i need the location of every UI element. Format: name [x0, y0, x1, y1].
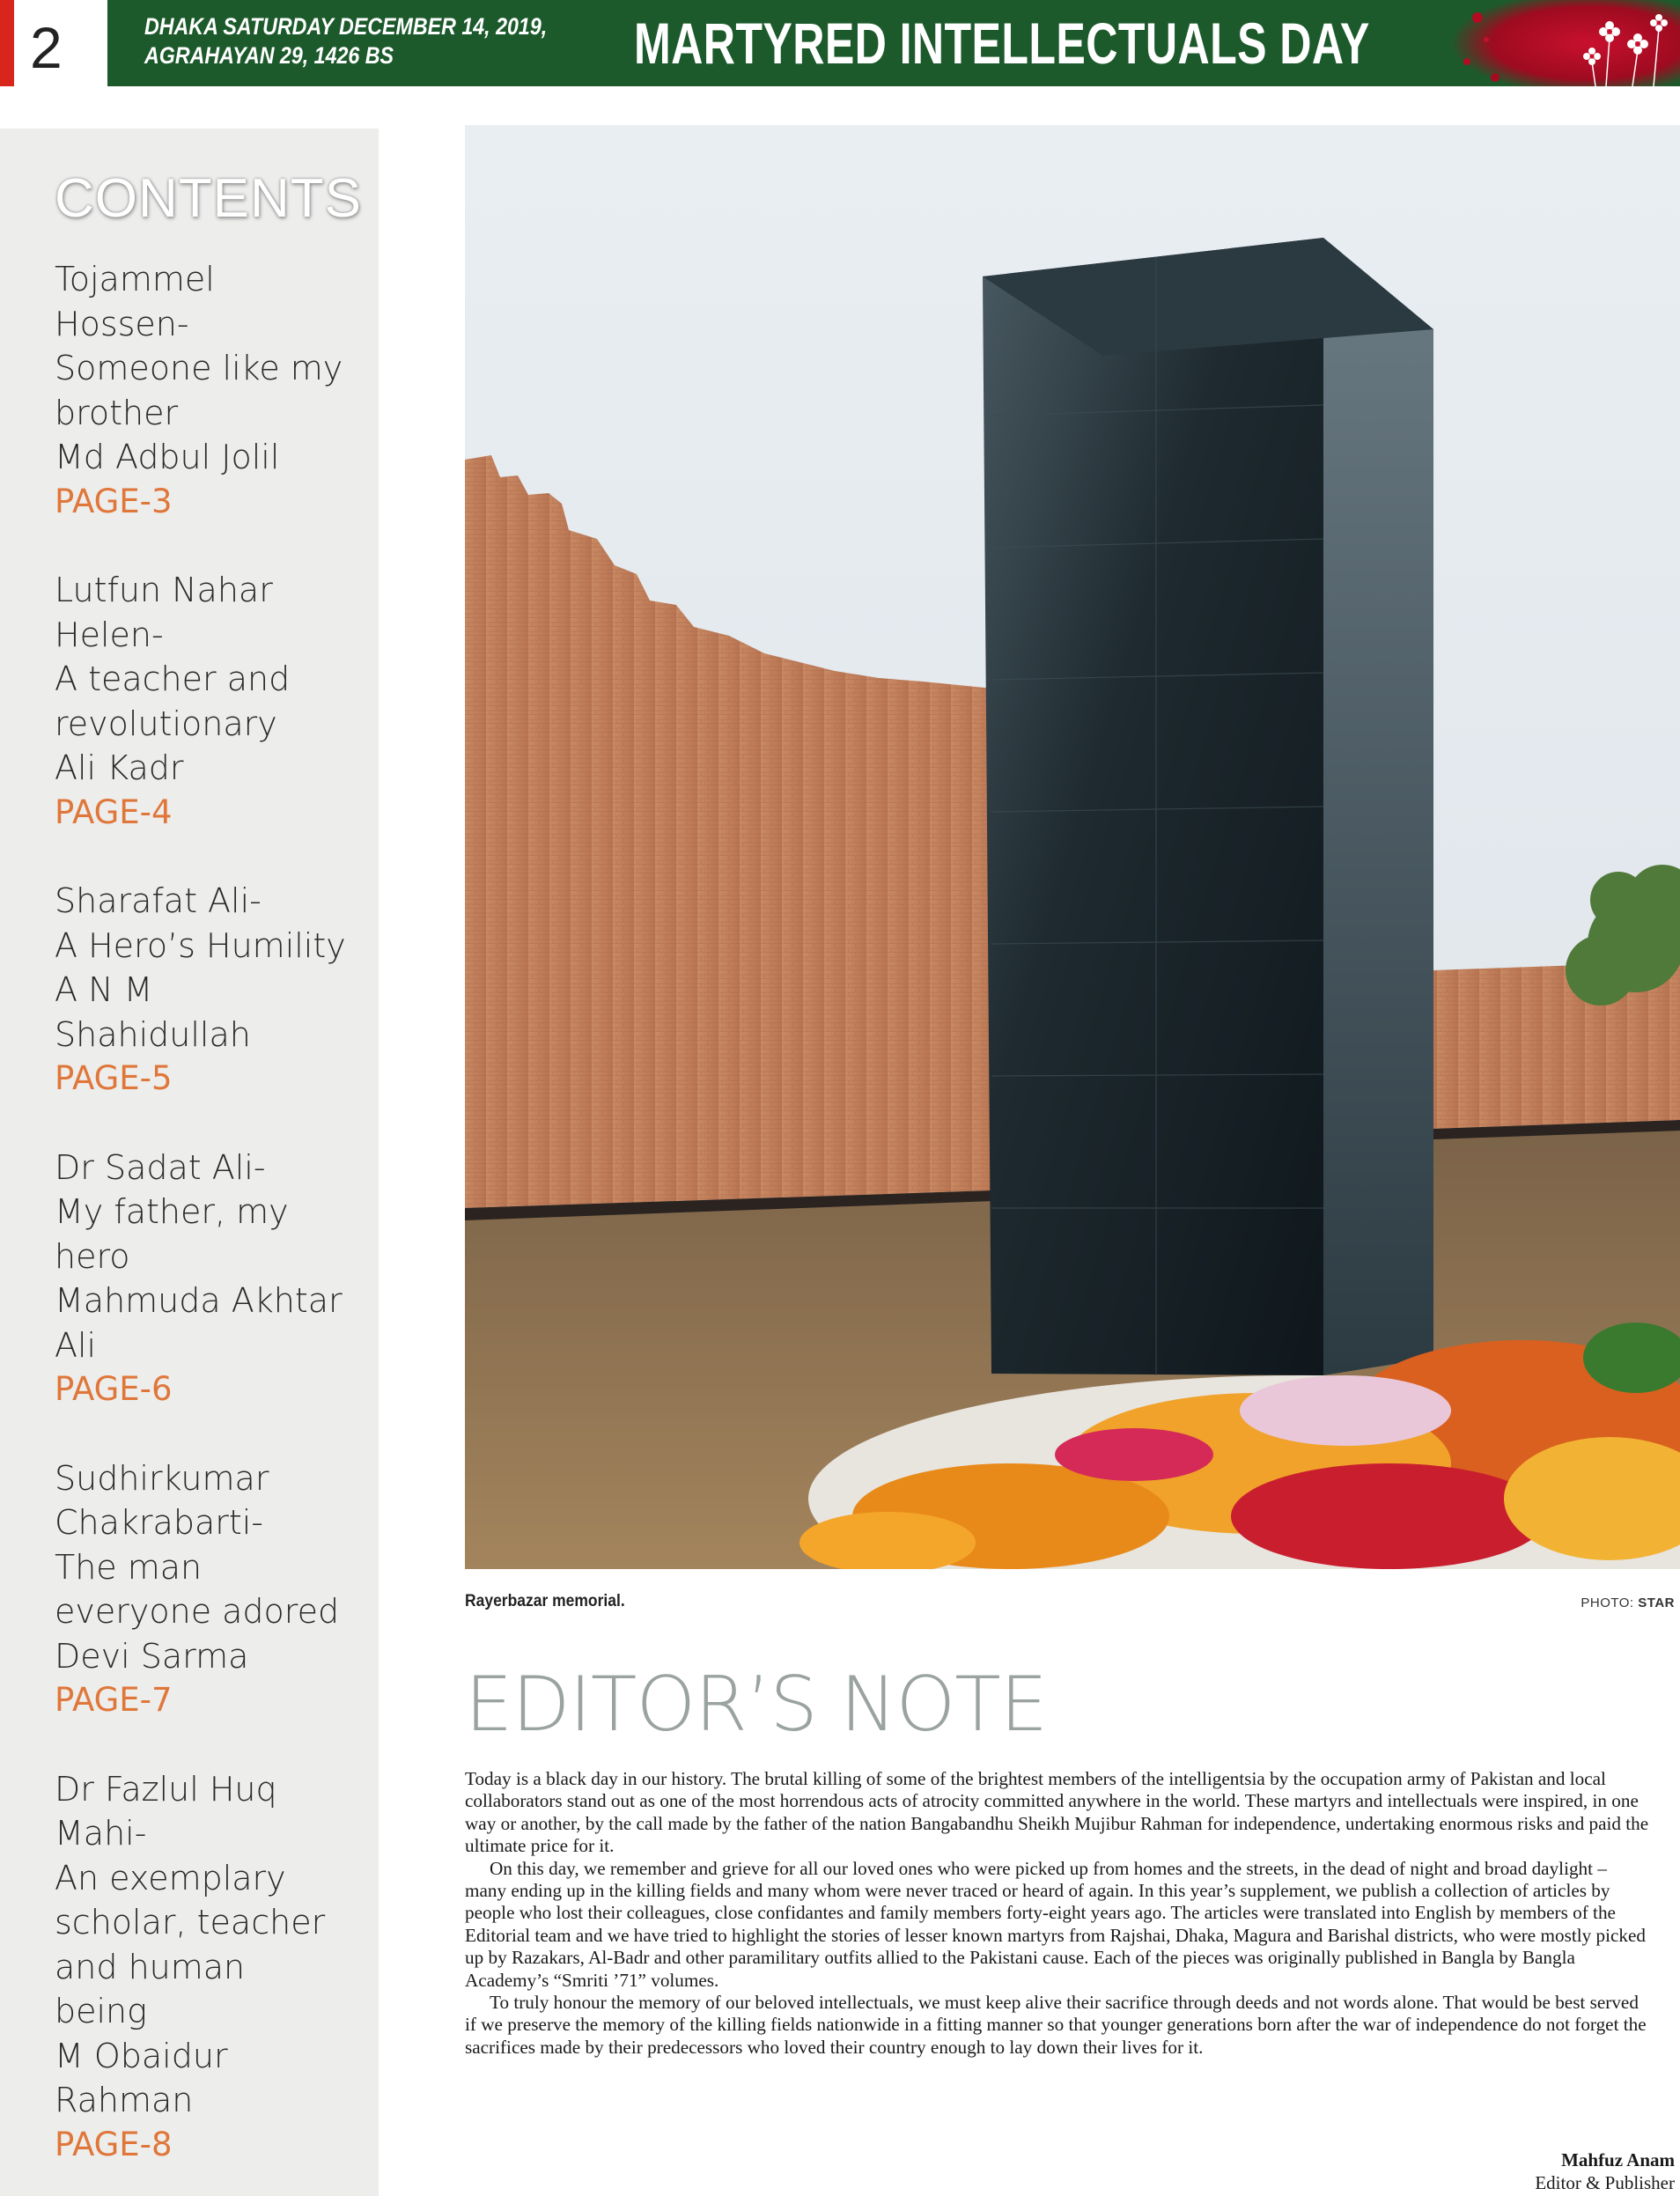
- contents-page-ref: PAGE-8: [55, 2125, 173, 2163]
- contents-list: [55, 257, 372, 2196]
- header-dateline: [144, 12, 547, 70]
- editors-note-paragraph: Today is a black day in our history. The brutal killing of some of the brightest members of the intelligentsia by the occupation army of Pakistan and local collaborators stand out as one of the most horrendous acts of atrocity committed anywhere in the world. These martyrs and intellectuals were inspired, in one way or another, by the call made by the father of the nation Bangabandhu Sheikh Mujibur Rahman for independence, undertaking enormous risks and paid the ultimate price for it.: [465, 1768, 1649, 1857]
- contents-item-line: A teacher and: [55, 660, 291, 698]
- contents-item[interactable]: [55, 1146, 372, 1412]
- photo-credit: [1581, 1595, 1675, 1610]
- contents-item-line: Ali: [55, 1325, 97, 1365]
- contents-item-line: Rahman: [55, 2081, 194, 2119]
- memorial-photo: [465, 125, 1680, 1569]
- contents-item-line: scholar, teacher: [55, 1903, 326, 1942]
- contents-item-line: Mahmuda Akhtar: [55, 1281, 343, 1320]
- contents-item-line: and human: [55, 1947, 246, 1986]
- contents-heading: CONTENTS: [55, 168, 362, 229]
- section-title: MARTYRED INTELLECTUALS DAY: [634, 11, 1370, 76]
- header-bengali-date: AGRAHAYAN 29, 1426 BS: [144, 42, 394, 69]
- contents-item-line: Helen-: [55, 615, 164, 654]
- editors-note-paragraph: To truly honour the memory of our beloved intellectuals, we must keep alive their sacrifice through deeds and not words alone. That would be best served if we preserve the memory of the killing fields nationwide in a fitting manner so that younger generations born after the war of independence do not forget the sacrifices made by their predecessors who loved their country enough to lay down their lives for it.: [465, 1992, 1647, 2058]
- contents-item-line: revolutionary: [55, 704, 277, 743]
- photo-credit-source: STAR: [1638, 1595, 1675, 1610]
- rayerbazar-memorial-illustration: [465, 125, 1680, 1569]
- contents-item[interactable]: [55, 568, 372, 835]
- contents-item-line: A N M: [55, 970, 153, 1009]
- editors-note-body: [465, 1768, 1649, 2059]
- contents-item-line: A Hero’s Humility: [55, 925, 346, 965]
- contents-item-line: Dr Sadat Ali-: [55, 1147, 266, 1187]
- contents-item-line: Sudhirkumar: [55, 1458, 269, 1498]
- contents-item-line: Tojammel: [55, 260, 215, 298]
- signature-name: Mahfuz Anam: [1561, 2149, 1675, 2170]
- contents-item-line: Devi Sarma: [55, 1636, 249, 1676]
- contents-page-ref: PAGE-7: [55, 1681, 173, 1719]
- signature-role: Editor & Publisher: [1535, 2172, 1675, 2193]
- contents-page-ref: PAGE-3: [55, 482, 173, 520]
- contents-item[interactable]: [55, 879, 372, 1102]
- contents-item-line: hero: [55, 1236, 130, 1276]
- header-accent-bar: [0, 0, 14, 86]
- header-banner: [107, 0, 1680, 86]
- contents-item[interactable]: [55, 257, 372, 524]
- contents-item-line: Lutfun Nahar: [55, 571, 273, 609]
- contents-item-line: Shahidullah: [55, 1014, 251, 1054]
- contents-item-line: Dr Fazlul Huq: [55, 1769, 277, 1809]
- contents-item-line: brother: [55, 393, 179, 432]
- contents-page-ref: PAGE-5: [55, 1059, 173, 1097]
- contents-item-line: Md Adbul Jolil: [55, 438, 280, 476]
- contents-item-line: My father, my: [55, 1192, 289, 1231]
- photo-caption: Rayerbazar memorial.: [465, 1592, 625, 1610]
- editors-note-paragraph: On this day, we remember and grieve for all our loved ones who were picked up from homes and the streets, in the dead of night and broad daylight – many ending up in the killing fields and many whom were never traced or heard of again. In this year’s supplement, we publish a collection of articles by people who lost their colleagues, close confidantes and family members forty-eight years ago. The articles were translated into English by members of the Editorial team and we have tried to highlight the stories of lesser known martyrs from Rajshai, Dhaka, Magura and Barishal districts, who were mostly picked up by Razakars, Al-Badr and other paramilitary outfits allied to the Pakistani cause. Each of the pieces was originally published in Bangla by Bangla Academy’s “Smriti ’71” volumes.: [465, 1857, 1646, 1991]
- editor-signature: [1535, 2148, 1675, 2194]
- photo-credit-label: PHOTO:: [1581, 1595, 1634, 1610]
- contents-item-line: Sharafat Ali-: [55, 881, 262, 920]
- contents-item-line: M Obaidur: [55, 2036, 228, 2075]
- header-date: DHAKA SATURDAY DECEMBER 14, 2019,: [144, 13, 548, 40]
- contents-item-line: Ali Kadr: [55, 748, 184, 787]
- blood-splatter-flowers-art: [1451, 0, 1680, 86]
- contents-item-line: being: [55, 1992, 147, 2030]
- contents-item-line: Mahi-: [55, 1814, 147, 1853]
- contents-page-ref: PAGE-4: [55, 792, 173, 831]
- editors-note-heading: EDITOR’S NOTE: [465, 1661, 1048, 1749]
- contents-item[interactable]: [55, 1456, 372, 1723]
- contents-item-line: The man: [55, 1547, 203, 1587]
- contents-sidebar: [0, 129, 379, 2196]
- contents-item-line: Hossen-: [55, 304, 189, 343]
- contents-item-line: Someone like my: [55, 349, 343, 387]
- contents-page-ref: PAGE-6: [55, 1370, 173, 1408]
- page-number: 2: [30, 15, 63, 80]
- contents-item-line: Chakrabarti-: [55, 1503, 264, 1542]
- contents-item[interactable]: [55, 1767, 372, 2168]
- contents-item-line: everyone adored: [55, 1592, 340, 1631]
- contents-item-line: An exemplary: [55, 1858, 286, 1898]
